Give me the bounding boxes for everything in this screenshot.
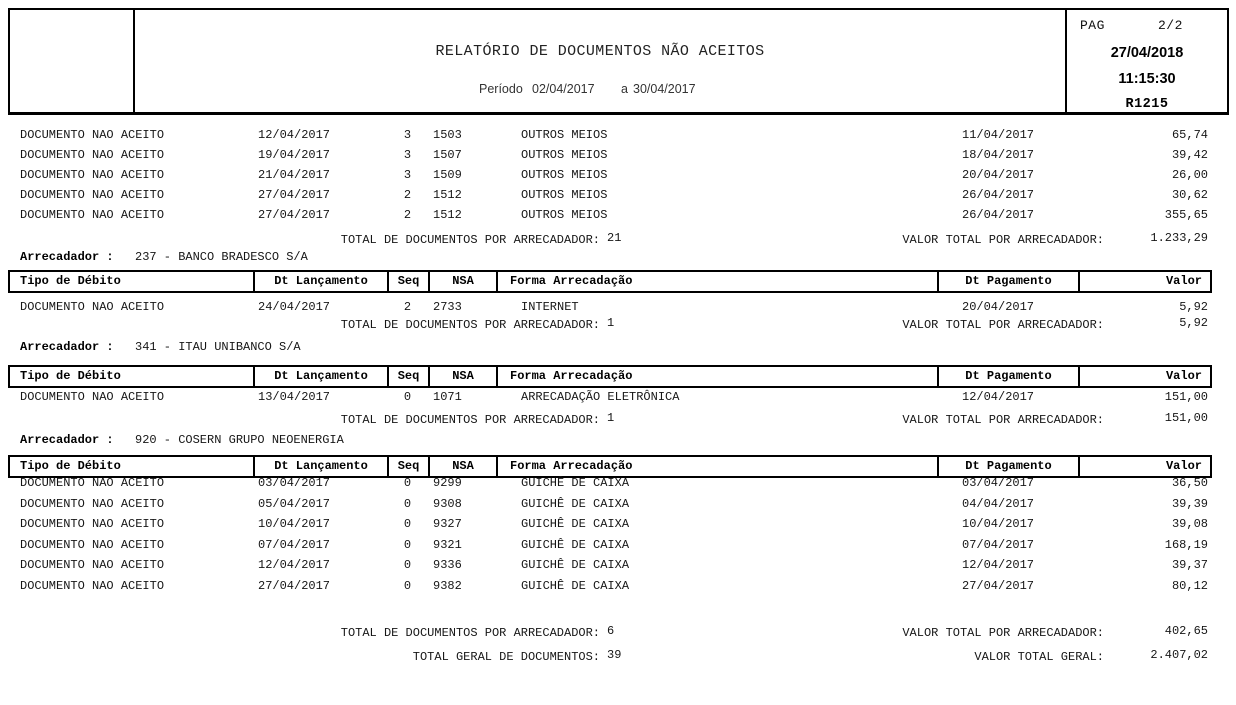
cell-seq: 0 [403,579,412,593]
column-header-forma-arrecadacao: Forma Arrecadação [498,367,939,386]
grand-total-valor-label: VALOR TOTAL GERAL: [974,650,1104,664]
report-title: RELATÓRIO DE DOCUMENTOS NÃO ACEITOS [435,43,765,60]
column-header-dt-pagamento: Dt Pagamento [939,272,1080,291]
page-info-box [1067,10,1227,112]
column-header-nsa: NSA [430,272,498,291]
column-header-nsa: NSA [430,457,498,476]
cell-dt-lancamento: 24/04/2017 [258,300,331,314]
column-header-seq: Seq [389,457,430,476]
cell-nsa: 1503 [433,128,462,142]
table-row [0,555,1236,575]
column-header-forma-arrecadacao: Forma Arrecadação [498,457,939,476]
column-header-dt-lancamento: Dt Lançamento [255,272,389,291]
cell-forma-arrecadacao: OUTROS MEIOS [521,188,608,202]
grand-total-docs-label: TOTAL GERAL DE DOCUMENTOS: [412,650,600,664]
cell-nsa: 9382 [433,579,462,593]
cell-nsa: 1071 [433,390,462,404]
table-row [0,576,1236,596]
total-docs-value: 1 [607,316,615,330]
column-header-valor: Valor [1165,369,1202,383]
period-separator: a [621,82,628,96]
cell-valor: 26,00 [1171,168,1208,182]
cell-dt-pagamento: 03/04/2017 [962,476,1035,490]
cell-nsa: 9321 [433,537,462,552]
arrecadador-value: 920 - COSERN GRUPO NEOENERGIA [135,433,344,447]
cell-forma-arrecadacao: GUICHÊ DE CAIXA [521,517,630,532]
table-row [0,205,1236,225]
cell-forma-arrecadacao: OUTROS MEIOS [521,168,608,182]
table-row [0,535,1236,555]
table-row [0,494,1236,514]
page-header [8,8,1229,115]
grand-total-docs-value: 39 [607,648,622,662]
column-header-tipo-debito: Tipo de Débito [10,272,255,291]
cell-dt-lancamento: 21/04/2017 [258,168,331,182]
cell-valor: 5,92 [1179,300,1208,314]
cell-dt-pagamento: 18/04/2017 [962,148,1035,162]
cell-nsa: 9327 [433,517,462,532]
column-header-nsa: NSA [430,367,498,386]
cell-forma-arrecadacao: GUICHÊ DE CAIXA [521,476,630,490]
cell-tipo-debito: DOCUMENTO NAO ACEITO [20,390,165,404]
total-docs-label: TOTAL DE DOCUMENTOS POR ARRECADADOR: [340,318,600,332]
cell-tipo-debito: DOCUMENTO NAO ACEITO [20,496,165,511]
table-row [0,145,1236,165]
cell-seq: 0 [403,558,412,573]
cell-valor: 168,19 [1164,537,1208,552]
cell-dt-pagamento: 04/04/2017 [962,496,1035,511]
cell-valor: 80,12 [1171,579,1208,593]
cell-dt-pagamento: 12/04/2017 [962,558,1035,573]
cell-valor: 151,00 [1164,390,1208,404]
section-total-line [0,623,1236,643]
cell-forma-arrecadacao: OUTROS MEIOS [521,208,608,222]
column-header-forma-arrecadacao: Forma Arrecadação [498,272,939,291]
cell-dt-pagamento: 12/04/2017 [962,390,1035,404]
column-header-dt-pagamento: Dt Pagamento [939,367,1080,386]
cell-valor: 30,62 [1171,188,1208,202]
cell-seq: 3 [403,168,412,182]
table-row [0,473,1236,493]
cell-forma-arrecadacao: OUTROS MEIOS [521,148,608,162]
table-row [0,165,1236,185]
cell-seq: 3 [403,148,412,162]
cell-nsa: 1509 [433,168,462,182]
cell-dt-pagamento: 11/04/2017 [962,128,1035,142]
cell-forma-arrecadacao: GUICHÊ DE CAIXA [521,496,630,511]
cell-forma-arrecadacao: ARRECADAÇÃO ELETRÔNICA [521,390,680,404]
cell-seq: 3 [403,128,412,142]
total-docs-value: 1 [607,411,615,425]
total-docs-label: TOTAL DE DOCUMENTOS POR ARRECADADOR: [340,413,600,427]
column-header-tipo-debito: Tipo de Débito [10,457,255,476]
cell-tipo-debito: DOCUMENTO NAO ACEITO [20,579,165,593]
period-label: Período [479,82,523,96]
cell-tipo-debito: DOCUMENTO NAO ACEITO [20,300,165,314]
table-header-row [8,365,1212,388]
grand-total-valor-value: 2.407,02 [1150,648,1208,662]
cell-tipo-debito: DOCUMENTO NAO ACEITO [20,476,165,490]
section-total-line [0,315,1236,335]
cell-seq: 0 [403,517,412,532]
report-period [10,80,1227,98]
arrecadador-label: Arrecadador : [20,433,114,447]
cell-nsa: 9299 [433,476,462,490]
cell-nsa: 1507 [433,148,462,162]
column-header-seq: Seq [389,367,430,386]
cell-dt-lancamento: 27/04/2017 [258,208,331,222]
column-header-valor: Valor [1165,459,1202,473]
cell-tipo-debito: DOCUMENTO NAO ACEITO [20,558,165,573]
period-to-date: 30/04/2017 [633,82,696,96]
cell-valor: 39,39 [1171,496,1208,511]
table-row [0,514,1236,534]
cell-tipo-debito: DOCUMENTO NAO ACEITO [20,537,165,552]
cell-dt-pagamento: 10/04/2017 [962,517,1035,532]
cell-dt-lancamento: 27/04/2017 [258,579,331,593]
cell-valor: 36,50 [1171,476,1208,490]
table-header-row [8,270,1212,293]
cell-valor: 65,74 [1171,128,1208,142]
table-row [0,125,1236,145]
column-header-dt-pagamento: Dt Pagamento [939,457,1080,476]
cell-dt-lancamento: 13/04/2017 [258,390,331,404]
cell-tipo-debito: DOCUMENTO NAO ACEITO [20,128,165,142]
column-header-dt-lancamento: Dt Lançamento [255,457,389,476]
valor-total-label: VALOR TOTAL POR ARRECADADOR: [902,318,1104,332]
cell-tipo-debito: DOCUMENTO NAO ACEITO [20,168,165,182]
valor-total-label: VALOR TOTAL POR ARRECADADOR: [902,413,1104,427]
cell-dt-lancamento: 12/04/2017 [258,128,331,142]
cell-valor: 39,08 [1171,517,1208,532]
arrecadador-line [0,337,1236,357]
cell-forma-arrecadacao: GUICHÊ DE CAIXA [521,579,630,593]
arrecadador-line [0,430,1236,450]
cell-seq: 0 [403,537,412,552]
table-row [0,297,1236,317]
arrecadador-label: Arrecadador : [20,340,114,354]
cell-seq: 2 [403,188,412,202]
cell-dt-lancamento: 07/04/2017 [258,537,331,552]
cell-seq: 2 [403,208,412,222]
valor-total-value: 402,65 [1164,624,1208,638]
arrecadador-label: Arrecadador : [20,250,114,264]
cell-dt-lancamento: 27/04/2017 [258,188,331,202]
arrecadador-line [0,247,1236,267]
cell-forma-arrecadacao: OUTROS MEIOS [521,128,608,142]
cell-seq: 0 [403,390,412,404]
table-row [0,387,1236,407]
total-docs-label: TOTAL DE DOCUMENTOS POR ARRECADADOR: [340,233,600,247]
cell-dt-pagamento: 26/04/2017 [962,208,1035,222]
cell-forma-arrecadacao: GUICHÊ DE CAIXA [521,537,630,552]
cell-nsa: 2733 [433,300,462,314]
total-docs-value: 21 [607,231,622,245]
pag-label: PAG [1080,18,1105,33]
cell-seq: 0 [403,496,412,511]
cell-dt-pagamento: 26/04/2017 [962,188,1035,202]
cell-dt-pagamento: 20/04/2017 [962,300,1035,314]
grand-total-line [0,647,1236,667]
valor-total-label: VALOR TOTAL POR ARRECADADOR: [902,233,1104,247]
cell-tipo-debito: DOCUMENTO NAO ACEITO [20,208,165,222]
cell-nsa: 9336 [433,558,462,573]
cell-dt-lancamento: 03/04/2017 [258,476,331,490]
cell-valor: 355,65 [1164,208,1208,222]
cell-forma-arrecadacao: GUICHÊ DE CAIXA [521,558,630,573]
arrecadador-value: 237 - BANCO BRADESCO S/A [135,250,308,264]
cell-forma-arrecadacao: INTERNET [521,300,579,314]
cell-dt-lancamento: 12/04/2017 [258,558,331,573]
cell-tipo-debito: DOCUMENTO NAO ACEITO [20,188,165,202]
cell-dt-lancamento: 05/04/2017 [258,496,331,511]
cell-valor: 39,37 [1171,558,1208,573]
section-total-line [0,410,1236,430]
cell-seq: 0 [403,476,412,490]
print-date: 27/04/2018 [1110,45,1184,61]
column-header-seq: Seq [389,272,430,291]
cell-nsa: 9308 [433,496,462,511]
pag-value: 2/2 [1158,18,1183,33]
period-from-date: 02/04/2017 [532,82,595,96]
print-time: 11:15:30 [1118,71,1176,87]
valor-total-value: 151,00 [1164,411,1208,425]
column-header-dt-lancamento: Dt Lançamento [255,367,389,386]
cell-dt-pagamento: 27/04/2017 [962,579,1035,593]
valor-total-value: 5,92 [1179,316,1208,330]
cell-nsa: 1512 [433,188,462,202]
total-docs-label: TOTAL DE DOCUMENTOS POR ARRECADADOR: [340,626,600,640]
cell-dt-pagamento: 07/04/2017 [962,537,1035,552]
cell-valor: 39,42 [1171,148,1208,162]
column-header-tipo-debito: Tipo de Débito [10,367,255,386]
column-header-valor: Valor [1165,274,1202,288]
cell-dt-pagamento: 20/04/2017 [962,168,1035,182]
cell-dt-lancamento: 19/04/2017 [258,148,331,162]
valor-total-value: 1.233,29 [1150,231,1208,245]
table-row [0,185,1236,205]
total-docs-value: 6 [607,624,615,638]
cell-tipo-debito: DOCUMENTO NAO ACEITO [20,148,165,162]
cell-dt-lancamento: 10/04/2017 [258,517,331,532]
valor-total-label: VALOR TOTAL POR ARRECADADOR: [902,626,1104,640]
cell-tipo-debito: DOCUMENTO NAO ACEITO [20,517,165,532]
arrecadador-value: 341 - ITAU UNIBANCO S/A [135,340,301,354]
cell-seq: 2 [403,300,412,314]
cell-nsa: 1512 [433,208,462,222]
report-code: R1215 [1125,97,1169,112]
